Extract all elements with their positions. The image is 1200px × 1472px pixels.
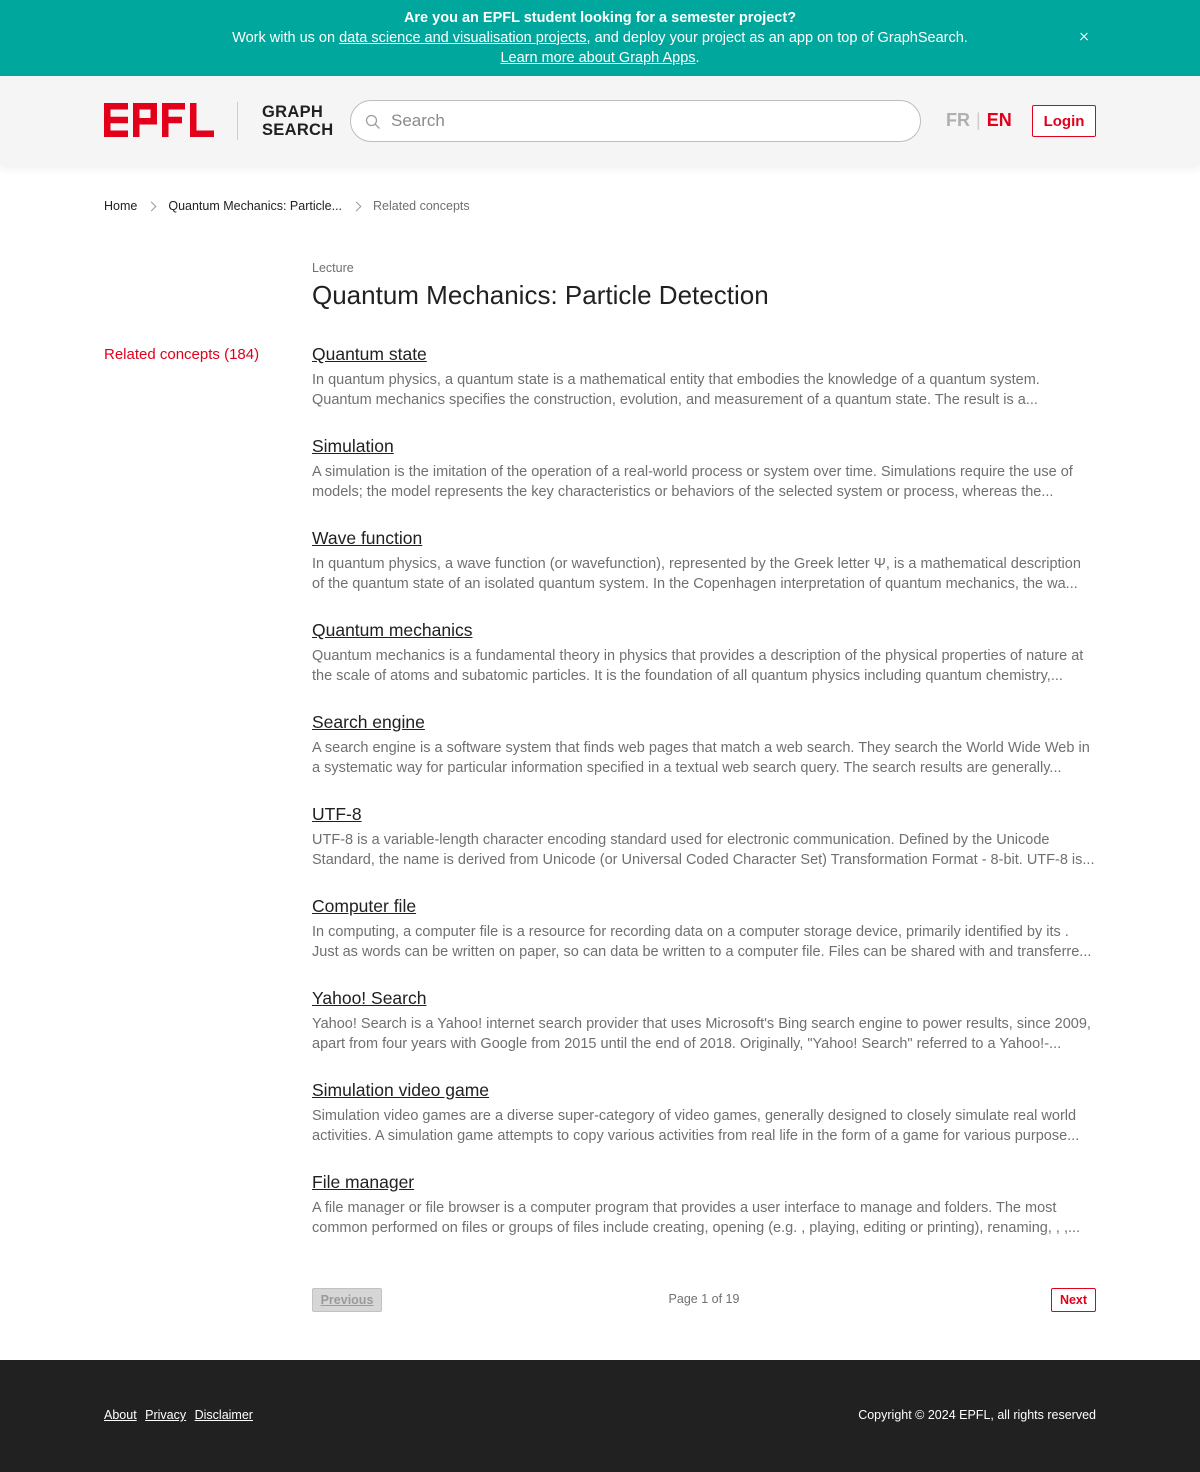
page-type-label: Lecture [312,261,354,275]
announcement-banner [0,0,1200,76]
product-name[interactable] [262,103,333,139]
breadcrumb-current: Related concepts [373,199,470,213]
result-item [312,342,1096,434]
site-footer [0,1360,1200,1472]
search-icon [365,114,381,130]
result-description: Simulation video games are a diverse super-category of video games, generally designed to closely simulate real world activities. A simulation game attempts to copy various activities from real life in the form of a game for various purpose... [312,1108,1080,1144]
result-title-link[interactable]: Yahoo! Search [312,988,427,1008]
footer-disclaimer-link[interactable]: Disclaimer [194,1408,253,1422]
result-description: In quantum physics, a wave function (or wavefunction), represented by the Greek letter Ψ, is a mathematical description of the quantum state of an isolated quantum system. In the Copenhagen interpretation of quantum mechanics, the wa... [312,556,1081,592]
chevron-right-icon [147,201,157,211]
product-name-line1: GRAPH [262,103,324,121]
chevron-right-icon [352,201,362,211]
close-icon[interactable] [1076,29,1092,45]
footer-links [104,1408,258,1422]
breadcrumb-lecture[interactable]: Quantum Mechanics: Particle... [168,199,343,213]
result-item [312,986,1096,1078]
banner-learn-more-line [0,48,1200,68]
result-item [312,802,1096,894]
lang-en[interactable]: EN [986,110,1012,130]
result-description: A search engine is a software system that finds web pages that match a web search. They search the World Wide Web in a systematic way for particular information specified in a textual web search query. The search results are generally... [312,740,1090,776]
banner-title: Are you an EPFL student looking for a semester project? [403,10,797,26]
result-item [312,1078,1096,1170]
result-description: In quantum physics, a quantum state is a mathematical entity that embodies the knowledge of a quantum system. Quantum mechanics specifies the construction, evolution, and measurement of a quantum state. The result is a... [312,372,1040,408]
logo-divider [237,102,238,140]
footer-about-link[interactable]: About [104,1408,137,1422]
search-input[interactable] [391,101,901,141]
results-list [312,342,1096,1262]
result-title-link[interactable]: Quantum state [312,344,427,364]
result-item [312,710,1096,802]
epfl-logo[interactable] [104,103,214,137]
sidebar-related-concepts-link[interactable]: Related concepts (184) [104,346,260,363]
result-description: A simulation is the imitation of the operation of a real-world process or system over time. Simulations require the use of models; the model represents the key characteristics or behaviors of the selected system or process, whereas the... [312,464,1073,500]
result-item [312,434,1096,526]
result-description: UTF-8 is a variable-length character encoding standard used for electronic communication. Defined by the Unicode Standard, the name is derived from Unicode (or Universal Coded Character Set) Transformation Format - 8-bit. UTF-8 is... [312,832,1095,868]
banner-line-prefix: Work with us on [232,30,340,46]
result-title-link[interactable]: Simulation [312,436,394,456]
result-item [312,618,1096,710]
page-indicator: Page 1 of 19 [668,1292,740,1306]
result-description: Quantum mechanics is a fundamental theory in physics that provides a description of the physical properties of nature at the scale of atoms and subatomic particles. It is the foundation of all quantum physics including quantum chemistry,... [312,648,1084,684]
banner-line-suffix: , and deploy your project as an app on top of GraphSearch. [586,30,968,46]
result-title-link[interactable]: Computer file [312,896,417,916]
banner-learn-more-suffix: . [695,50,700,66]
result-title-link[interactable]: Quantum mechanics [312,620,473,640]
result-item [312,526,1096,618]
result-title-link[interactable]: File manager [312,1172,415,1192]
result-description: Yahoo! Search is a Yahoo! internet search provider that uses Microsoft's Bing search engine to power results, since 2009, apart from four years with Google from 2015 until the end of 2018. Originally, "Yahoo! Search" referred to a Yahoo!-... [312,1016,1091,1052]
result-title-link[interactable]: Simulation video game [312,1080,490,1100]
login-button[interactable]: Login [1032,105,1096,137]
next-page-button[interactable]: Next [1051,1288,1096,1312]
result-title-link[interactable]: Search engine [312,712,425,732]
copyright-text: Copyright © 2024 EPFL, all rights reserved [858,1408,1096,1422]
banner-line [0,28,1200,48]
previous-page-button[interactable]: Previous [312,1288,382,1312]
result-title-link[interactable]: Wave function [312,528,423,548]
result-description: In computing, a computer file is a resource for recording data on a computer storage device, primarily identified by its . Just as words can be written on paper, so can data be written to a computer file. Files can be shared with and transferre... [312,924,1092,960]
product-name-line2: SEARCH [262,121,334,139]
breadcrumb [104,198,470,214]
lang-separator: | [976,110,981,130]
result-item [312,1170,1096,1262]
banner-learn-more-link[interactable]: Learn more about Graph Apps [500,50,696,66]
footer-privacy-link[interactable]: Privacy [145,1408,187,1422]
result-description: A file manager or file browser is a computer program that provides a user interface to manage and folders. The most common performed on files or groups of files include creating, opening (e.g. , playing, editing or printing), renaming, , ,... [312,1200,1081,1236]
banner-projects-link[interactable]: data science and visualisation projects [339,30,587,46]
language-switcher [946,110,1012,131]
result-title-link[interactable]: UTF-8 [312,804,362,824]
search-box[interactable] [350,100,921,142]
lang-fr[interactable]: FR [946,110,970,130]
page-title: Quantum Mechanics: Particle Detection [312,280,769,310]
breadcrumb-home[interactable]: Home [104,199,138,213]
result-item [312,894,1096,986]
site-header [0,76,1200,166]
